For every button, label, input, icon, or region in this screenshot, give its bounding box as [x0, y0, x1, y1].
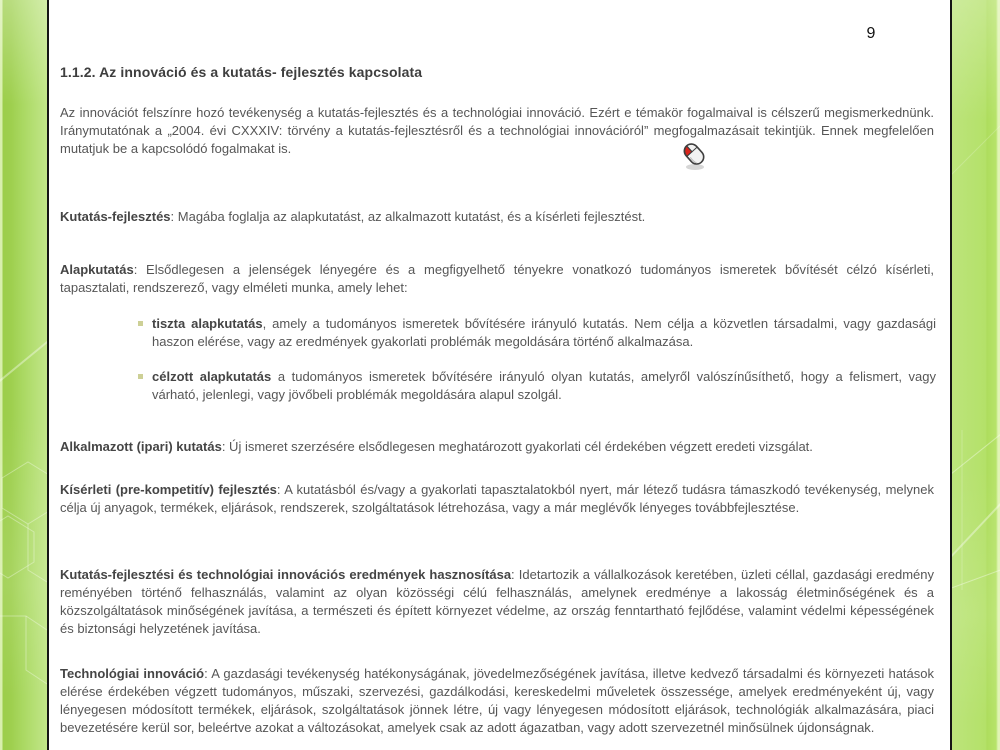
definition-text: : A gazdasági tevékenység hatékonyságának, jövedelmezőségének javítása, illetve kedvező társadalmi és környezeti hatások elérése érdekében végzett tudományos, műszaki, szervezési, gazdálkodási, kereskedelmi műveletek összessége, amelyek eredményeként új, vagy lényegesen módosított termékek, eljárások, szolgáltatások jönnek létre, új vagy lényegesen módosított eljárások, technológiák alkalmazására, piaci bevezetésére kerül sor, beleértve azokat a változásokat, amelyek csak az adott ágazatban, vagy adott szervezetnél minősülnek újdonságnak.	[60, 666, 935, 735]
definition-term: Kutatás-fejlesztés	[60, 209, 171, 224]
definition-text: : A kutatásból és/vagy a gyakorlati tapasztalatokból nyert, már létező tudásra támaszkodó tevékenység, melynek célja új anyagok, termékek, eljárások, rendszerek, szolgáltatások létrehozása, vagy a már meglévők lényeges továbbfejlesztése.	[60, 482, 934, 515]
section-heading: 1.1.2. Az innováció és a kutatás- fejlesztés kapcsolata	[60, 64, 423, 80]
definition-term: Technológiai innováció	[60, 666, 205, 681]
diagonal-streak-icon	[0, 320, 47, 400]
definition-eredmenyek-hasznositasa	[60, 566, 934, 638]
bullet-text	[152, 369, 936, 402]
diagonal-streaks-icon	[952, 0, 1000, 750]
definition-alapkutatas	[60, 261, 934, 297]
square-bullet-icon	[138, 321, 143, 326]
definition-term: Kutatás-fejlesztési és technológiai innovációs eredmények hasznosítása	[60, 567, 512, 582]
list-item-celzott-alapkutatas	[137, 368, 936, 404]
definition-text: : Magába foglalja az alapkutatást, az alkalmazott kutatást, és a kísérleti fejlesztést.	[170, 209, 646, 224]
intro-paragraph: Az innovációt felszínre hozó tevékenység a kutatás-fejlesztés és a technológiai innováció. Ezért e témakör fogalmaival is célszerű megismerkednünk. Iránymutatónak a „2004. évi CXXXIV: törvény a kutatás-fejlesztésről és a technológiai innovációról” megfogalmazásait tekintjük. Ennek megfelelően mutatjuk be a kapcsolódó fogalmakat is.	[60, 105, 934, 156]
bullet-term: tiszta alapkutatás	[152, 316, 263, 331]
definition-kiserleti-fejlesztes	[60, 481, 934, 517]
definition-technologiai-innovacio	[60, 665, 934, 737]
definition-term: Alapkutatás	[60, 262, 134, 277]
definition-term: Alkalmazott (ipari) kutatás	[60, 439, 222, 454]
bullet-text	[152, 316, 936, 349]
definition-text: : Elsődlegesen a jelenségek lényegére és a megfigyelhető tényekre vonatkozó tudományos ismeretek bővítését célzó kísérleti, tapasztalati, rendszerező, vagy elméleti munka, amely lehet:	[60, 262, 934, 295]
bullet-term: célzott alapkutatás	[152, 369, 272, 384]
definition-alkalmazott-kutatas	[60, 438, 934, 456]
bullet-body: , amely a tudományos ismeretek bővítésére irányuló kutatás. Nem célja a közvetlen társadalmi, vagy gazdasági haszon elérése, vagy az eredmények gyakorlati problémák megoldására történő alkalmazása.	[152, 316, 936, 349]
definition-text: : Új ismeret szerzésére elsődlegesen meghatározott gyakorlati cél érdekében végzett eredeti vizsgálat.	[221, 439, 813, 454]
bullet-body: a tudományos ismeretek bővítésére irányuló olyan kutatás, amelyről valószínűsíthető, hogy a felismert, vagy várható, jelenlegi, vagy jövőbeli problémák megoldására alapul szolgál.	[152, 369, 936, 402]
list-item-tiszta-alapkutatas	[137, 315, 936, 351]
definition-kutatas-fejlesztes	[60, 208, 934, 226]
mouse-icon	[678, 138, 710, 172]
document-page	[49, 0, 950, 750]
definition-term: Kísérleti (pre-kompetitív) fejlesztés	[60, 482, 277, 497]
hex-circuit-pattern-icon	[0, 420, 47, 750]
right-border-decoration	[950, 0, 1000, 750]
page-number: 9	[866, 25, 876, 42]
square-bullet-icon	[138, 374, 143, 379]
left-border-decoration	[0, 0, 49, 750]
definition-text: : Idetartozik a vállalkozások keretében, üzleti céllal, gazdasági eredmény reményében történő felhasználás, valamint az olyan közösségi célú felhasználás, amelynek eredménye a lakosság életminőségének és a közszolgáltatások minőségének javítása, a természeti és épített környezet védelme, az ország fenntartható fejlődése, valamint védelmi képességének és biztonsági helyzetének javítása.	[60, 567, 934, 636]
